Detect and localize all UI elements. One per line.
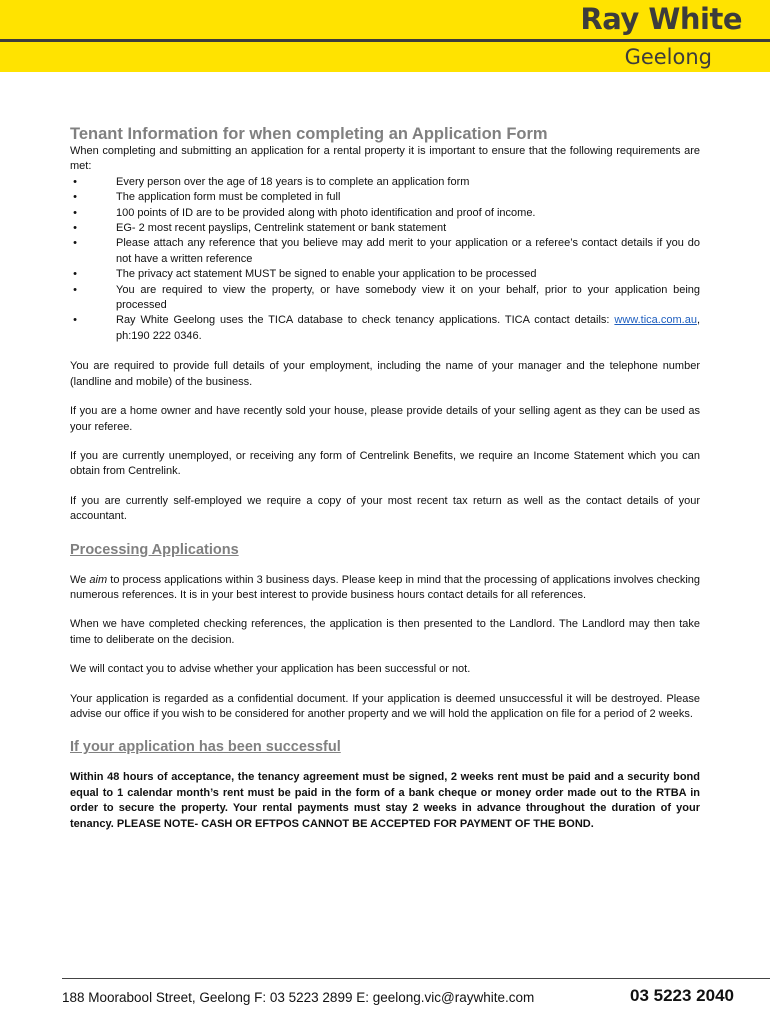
- list-item: • The application form must be completed in full: [70, 190, 700, 205]
- processing-paragraph-1: We aim to process applications within 3 business days. Please keep in mind that the processing of applications involves checking numerous references. It is in your best interest to provide business hours contact details for all references.: [70, 573, 701, 601]
- requirements-list: [70, 175, 700, 344]
- processing-paragraph-3: We will contact you to advise whether your application has been successful or not.: [70, 663, 471, 676]
- bullet-icon: •: [73, 314, 77, 327]
- bullet-icon: •: [73, 191, 77, 204]
- processing-heading: Processing Applications: [70, 541, 239, 558]
- bullet-icon: •: [73, 175, 77, 188]
- tica-link[interactable]: www.tica.com.au: [614, 314, 697, 327]
- brand-divider: [0, 39, 770, 42]
- intro-paragraph: When completing and submitting an application for a rental property it is important to ensure that the following requirements are met:: [70, 145, 700, 173]
- footer-phone: 03 5223 2040: [630, 986, 734, 1005]
- document-body: [70, 124, 700, 832]
- employment-paragraph: You are required to provide full details of your employment, including the name of your manager and the telephone number (landline and mobile) of the business.: [70, 360, 700, 388]
- list-item: • The privacy act statement MUST be signed to enable your application to be processed: [70, 267, 700, 282]
- brand-office-name: Geelong: [624, 45, 712, 69]
- brand-logo-name: Ray White: [580, 2, 742, 36]
- footer-divider: [62, 978, 770, 979]
- list-item-tica: • Ray White Geelong uses the TICA database to check tenancy applications. TICA contact details: www.tica.com.au, ph:190 222 0346.: [70, 313, 700, 344]
- footer: [62, 986, 762, 1010]
- list-item: • 100 points of ID are to be provided along with photo identification and proof of income.: [70, 206, 700, 221]
- list-item: • Every person over the age of 18 years is to complete an application form: [70, 175, 700, 190]
- bullet-icon: •: [73, 222, 77, 235]
- list-item: • EG- 2 most recent payslips, Centrelink statement or bank statement: [70, 221, 700, 236]
- page-title: Tenant Information for when completing an Application Form: [70, 125, 548, 143]
- unemployed-paragraph: If you are currently unemployed, or receiving any form of Centrelink Benefits, we require an Income Statement which you can obtain from Centrelink.: [70, 449, 700, 478]
- bullet-icon: •: [73, 237, 77, 250]
- bullet-icon: •: [73, 268, 77, 281]
- list-item: • You are required to view the property, or have somebody view it on your behalf, prior to your application being processed: [70, 283, 700, 314]
- successful-paragraph: Within 48 hours of acceptance, the tenancy agreement must be signed, 2 weeks rent must be paid and a security bond equal to 1 calendar month’s rent must be paid in the form of a bank cheque or money order made out to the RTBA in order to secure the property. Your rental payments must stay 2 weeks in advance throughout the duration of your tenancy. PLEASE NOTE- CASH OR EFTPOS CANNOT BE ACCEPTED FOR PAYMENT OF THE BOND.: [70, 771, 700, 830]
- bullet-icon: •: [73, 206, 77, 219]
- processing-paragraph-4: Your application is regarded as a confidential document. If your application is deemed unsuccessful it will be destroyed. Please advise our office if you wish to be considered for another property and we will hold the application on file for a period of 2 weeks.: [70, 692, 700, 720]
- successful-heading: If your application has been successful: [70, 739, 341, 756]
- processing-paragraph-2: When we have completed checking references, the application is then presented to the Landlord. The Landlord may then take time to deliberate on the decision.: [70, 618, 700, 646]
- self-employed-paragraph: If you are currently self-employed we require a copy of your most recent tax return as well as the contact details of your accountant.: [70, 494, 700, 523]
- bullet-icon: •: [73, 283, 77, 296]
- footer-contact-details: 188 Moorabool Street, Geelong F: 03 5223 2899 E: geelong.vic@raywhite.com: [62, 990, 535, 1005]
- list-item: • Please attach any reference that you believe may add merit to your application or a referee’s contact details if you do not have a written reference: [70, 236, 700, 267]
- home-owner-paragraph: If you are a home owner and have recently sold your house, please provide details of your selling agent as they can be used as your referee.: [70, 405, 700, 433]
